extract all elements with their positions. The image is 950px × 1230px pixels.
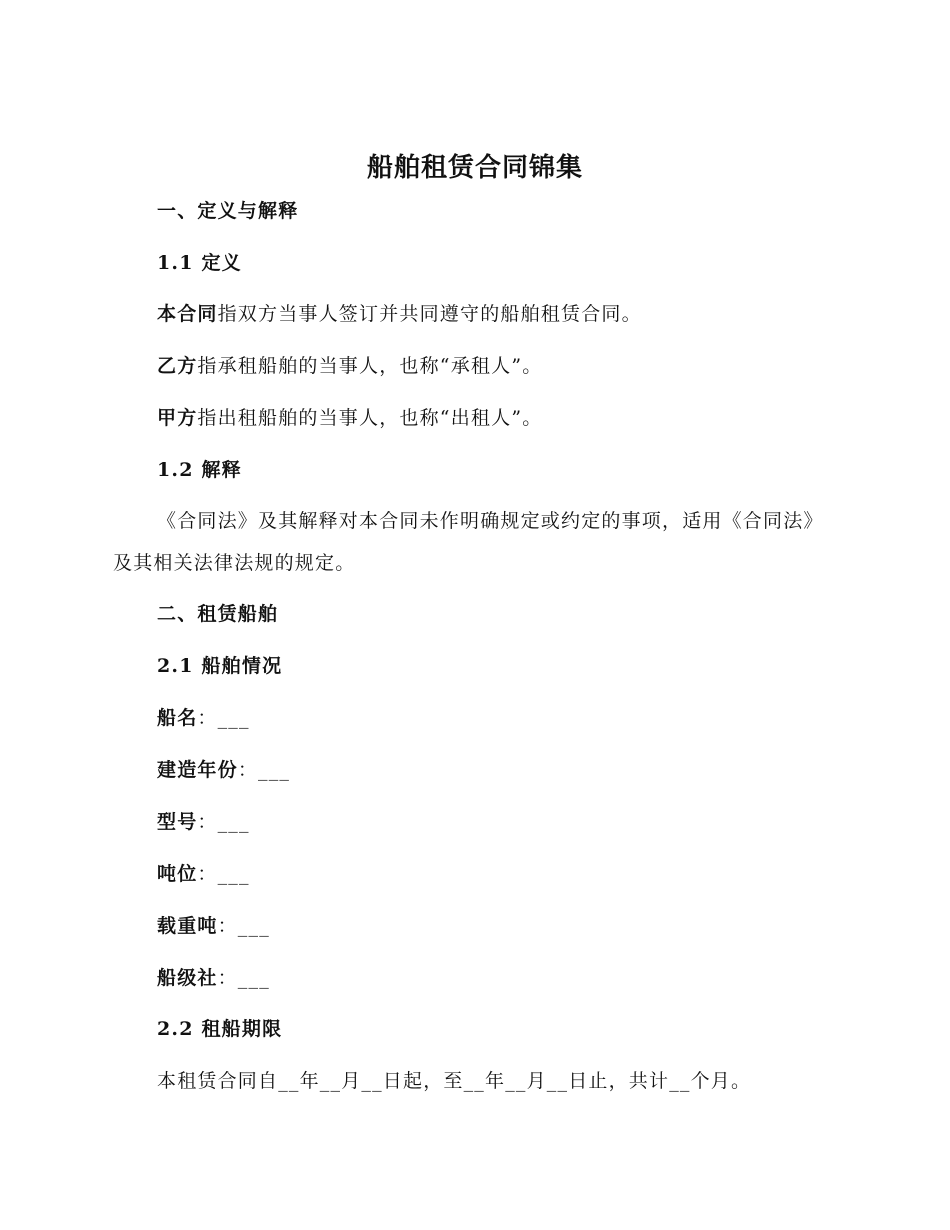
definition-term: 乙方 [157,355,198,377]
field-value: ：___ [197,863,250,885]
charter-term-text: 本租赁合同自__年__月__日起，至__年__月__日止，共计__个月。 [157,1070,752,1092]
section-2-1-heading: 2.1 船舶情况 [157,655,283,677]
document-title: 船舶租赁合同锦集 [366,153,583,183]
section-2-2-heading: 2.2 租船期限 [157,1018,283,1040]
definition-term: 甲方 [157,407,198,429]
field-build-year [157,756,290,784]
field-label: 吨位 [157,863,198,885]
field-label: 载重吨 [157,915,218,937]
field-label: 型号 [157,811,198,833]
field-tonnage [157,860,250,888]
interpretation-paragraph: 《合同法》及其解释对本合同未作明确规定或约定的事项，适用《合同法》及其相关法律法规的规定。 [113,510,824,574]
field-label: 船级社 [157,967,218,989]
field-value: ：___ [217,915,270,937]
section-2-heading: 二、租赁船舶 [157,603,279,625]
definition-party-a [157,404,542,432]
field-value: ：___ [217,967,270,989]
field-ship-name [157,704,250,732]
field-label: 建造年份 [157,759,238,781]
field-value: ：___ [237,759,291,781]
field-model [157,808,250,836]
definition-text: 指出租船舶的当事人，也称“出租人”。 [197,407,543,429]
field-classification-society [157,964,270,992]
section-1-1-heading: 1.1 定义 [157,252,242,274]
definition-party-b [157,352,542,380]
definition-contract [157,300,642,328]
definition-text: 指承租船舶的当事人，也称“承租人”。 [197,355,543,377]
definition-text: 指双方当事人签订并共同遵守的船舶租赁合同。 [217,303,642,325]
field-value: ：___ [197,811,250,833]
section-1-heading: 一、定义与解释 [157,200,299,222]
definition-term: 本合同 [157,303,218,325]
field-deadweight [157,912,270,940]
field-label: 船名 [157,707,198,729]
field-value: ：___ [197,707,250,729]
section-1-2-heading: 1.2 解释 [157,459,242,481]
